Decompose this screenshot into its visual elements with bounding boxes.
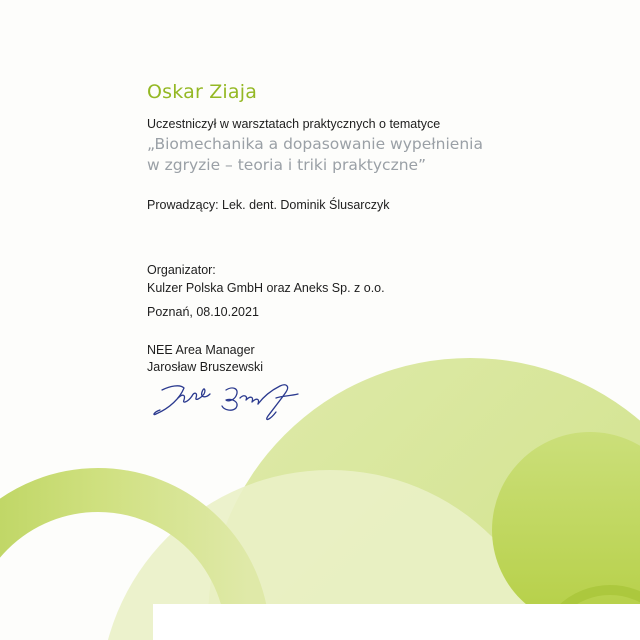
topic-line: „Biomechanika a dopasowanie wypełnienia bbox=[147, 135, 483, 153]
recipient-name: Oskar Ziaja bbox=[147, 81, 258, 103]
place-date: Poznań, 08.10.2021 bbox=[147, 305, 259, 319]
signatory-role: NEE Area Manager bbox=[147, 343, 255, 357]
organizer-label: Organizator: bbox=[147, 263, 216, 277]
handwritten-signature bbox=[140, 368, 320, 428]
trainer-text: Prowadzący: Lek. dent. Dominik Ślusarczyk bbox=[147, 198, 390, 212]
signatory-name: Jarosław Bruszewski bbox=[147, 360, 264, 374]
organizer-name: Kulzer Polska GmbH oraz Aneks Sp. z o.o. bbox=[147, 281, 385, 295]
workshop-topic bbox=[147, 134, 483, 176]
intro-text: Uczestniczył w warsztatach praktycznych o tematyce bbox=[147, 117, 441, 131]
topic-line: w zgryzie – teoria i triki praktyczne” bbox=[147, 156, 427, 174]
